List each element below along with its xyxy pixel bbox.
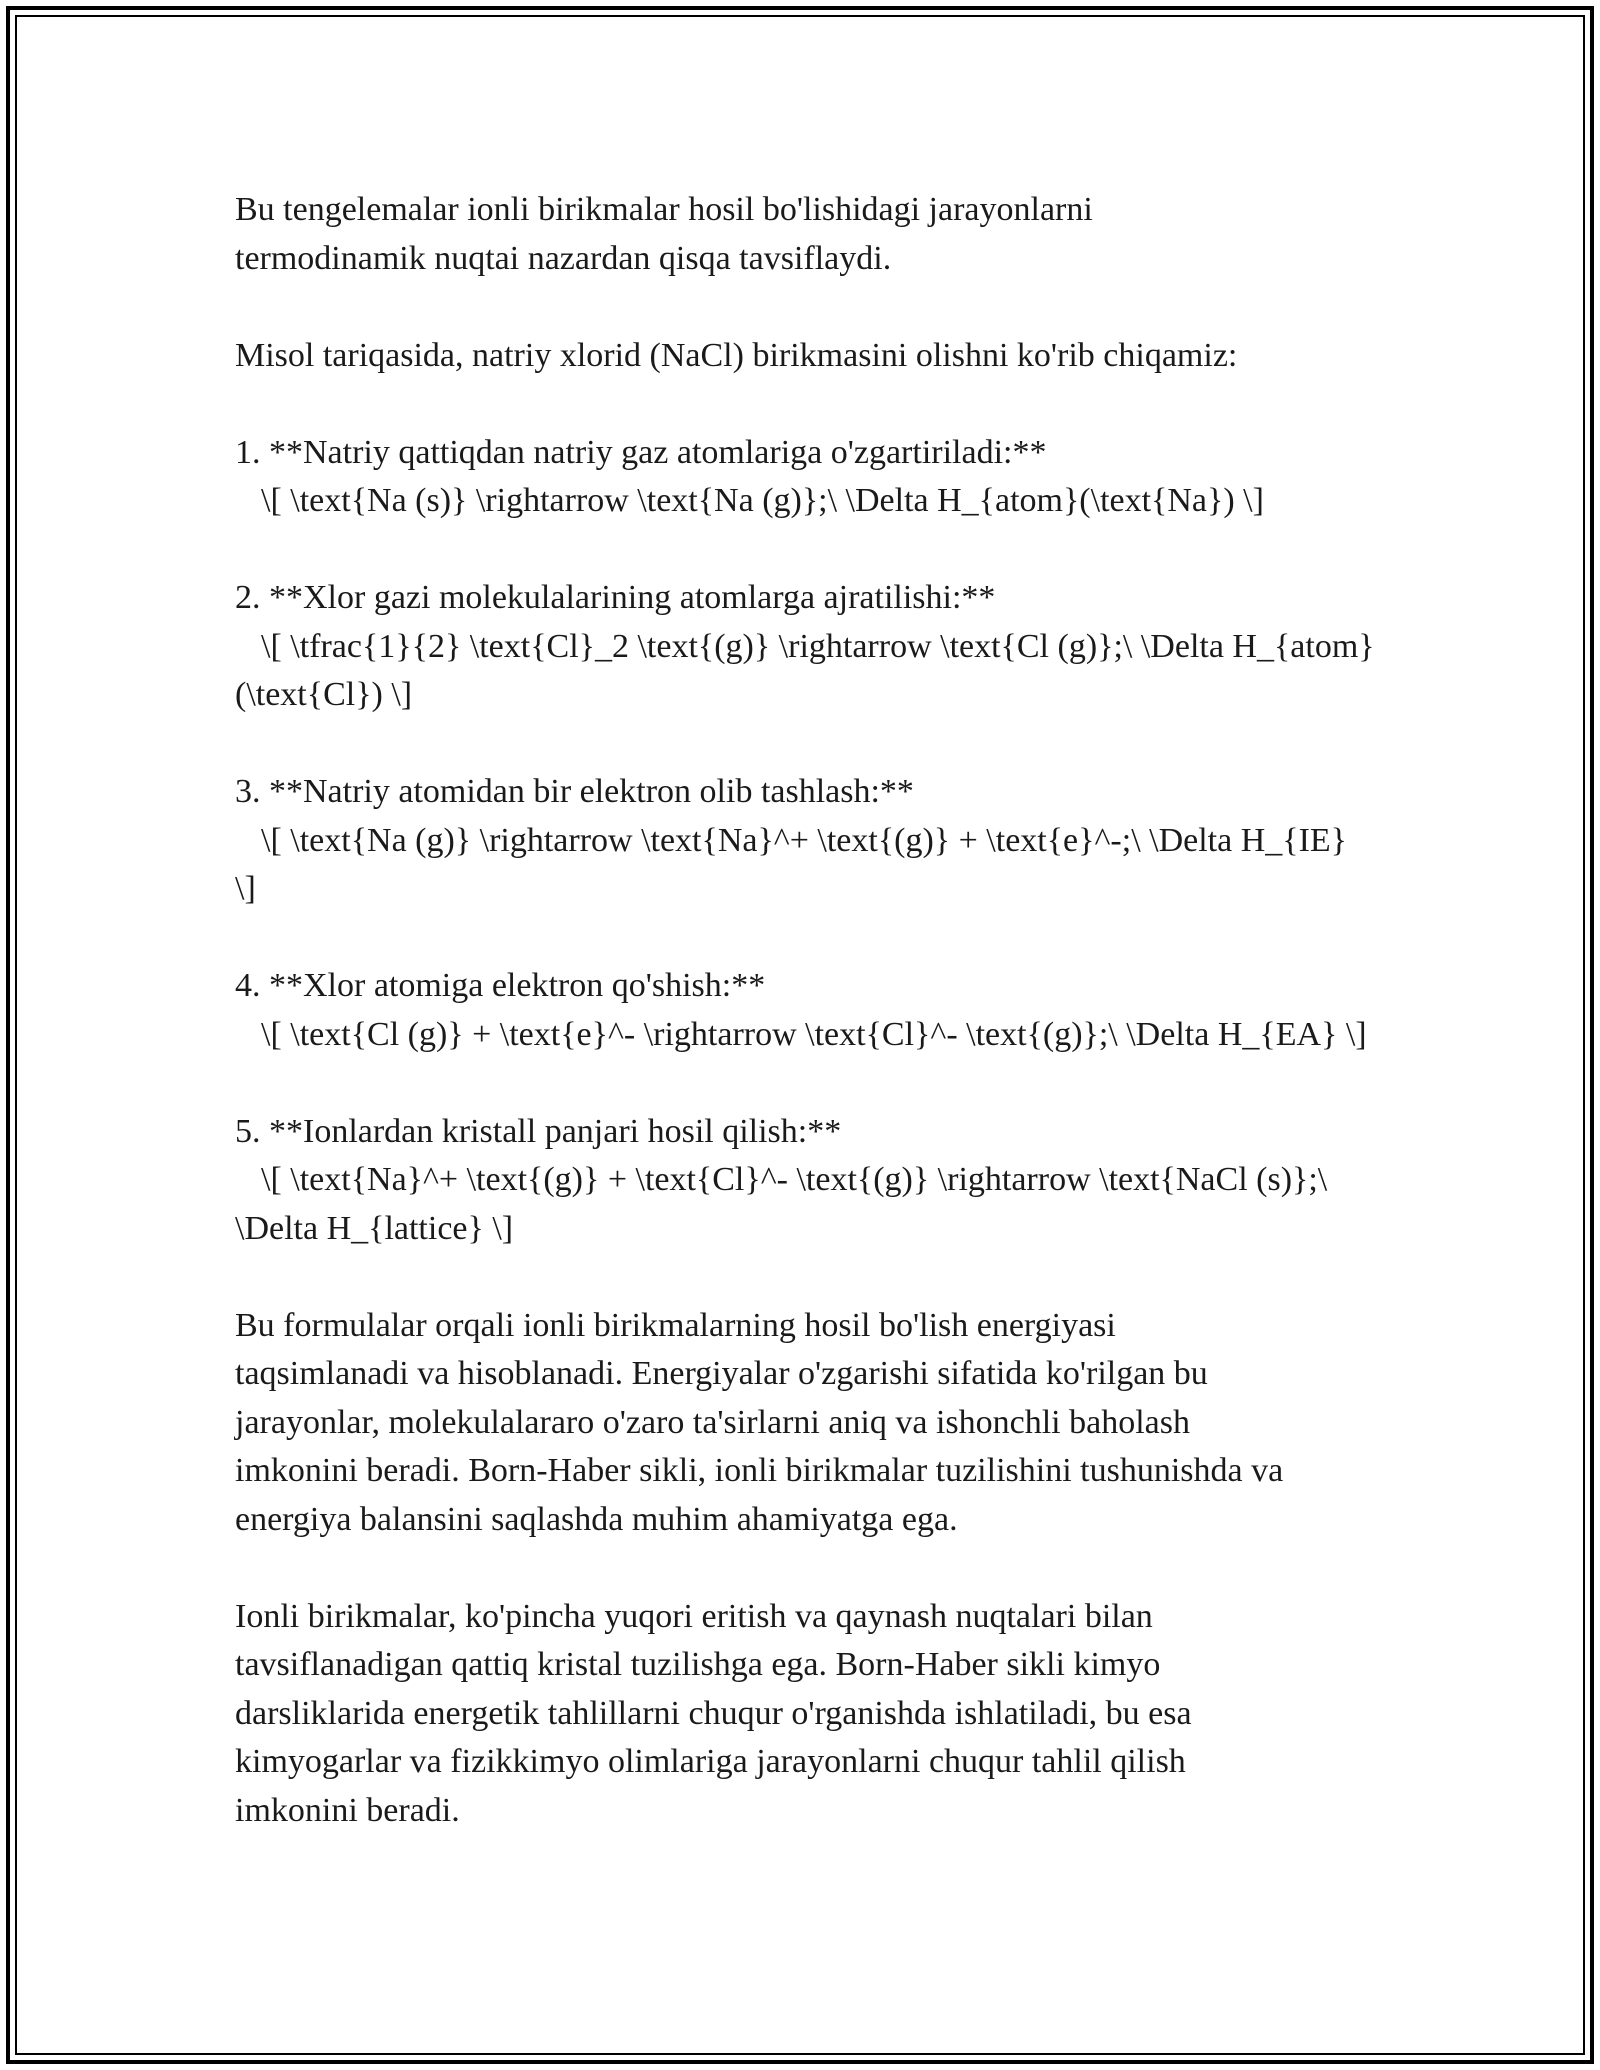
step-1-title: 1. **Natriy qattiqdan natriy gaz atomlariga o'zgartiriladi:**	[235, 433, 1047, 471]
step-4	[235, 962, 1375, 1059]
step-5-title: 5. **Ionlardan kristall panjari hosil qilish:**	[235, 1112, 842, 1150]
step-3-title: 3. **Natriy atomidan bir elektron olib tashlash:**	[235, 773, 914, 810]
step-3-formula: \[ \text{Na (g)} \rightarrow \text{Na}^+ \text{(g)} + \text{e}^-;\ \Delta H_{IE} \]	[235, 821, 1347, 907]
intro-paragraph: Bu tengelemalar ionli birikmalar hosil bo'lishidagi jarayonlarni termodinamik nuqtai nazardan qisqa tavsiflaydi.	[235, 191, 1093, 277]
summary-paragraph: Bu formulalar orqali ionli birikmalarning hosil bo'lish energiyasi taqsimlanadi va hisoblanadi. Energiyalar o'zgarishi sifatida ko'rilgan bu jarayonlar, molekulalararo o'zaro ta'sirlarni aniq va ishonchli baholash imkonini beradi. Born-Haber sikli, ionli birikmalar tuzilishini tushunishda va energiya balansini saqlashda muhim ahamiyatga ega.	[235, 1306, 1284, 1538]
step-4-formula: \[ \text{Cl (g)} + \text{e}^- \rightarrow \text{Cl}^- \text{(g)};\ \Delta H_{EA} \]	[261, 1015, 1367, 1053]
step-5	[235, 1108, 1375, 1254]
step-2-title: 2. **Xlor gazi molekulalarining atomlarga ajratilishi:**	[235, 579, 996, 616]
step-2-formula: \[ \tfrac{1}{2} \text{Cl}_2 \text{(g)} \rightarrow \text{Cl (g)};\ \Delta H_{atom}(\text{Cl}) \]	[235, 627, 1375, 713]
step-3	[235, 768, 1375, 914]
closing-paragraph: Ionli birikmalar, ko'pincha yuqori eritish va qaynash nuqtalari bilan tavsiflanadigan qattiq kristal tuzilishga ega. Born-Haber sikli kimyo darsliklarida energetik tahlillarni chuqur o'rganishda ishlatiladi, bu esa kimyogarlar va fizikkimyo olimlariga jarayonlarni chuqur tahlil qilish imkonini beradi.	[235, 1597, 1192, 1829]
document-body	[235, 186, 1375, 1884]
step-5-formula: \[ \text{Na}^+ \text{(g)} + \text{Cl}^- \text{(g)} \rightarrow \text{NaCl (s)};\ \Delta H_{lattice} \]	[235, 1161, 1328, 1247]
step-4-title: 4. **Xlor atomiga elektron qo'shish:**	[235, 967, 766, 1004]
step-1	[235, 429, 1375, 526]
example-intro-paragraph: Misol tariqasida, natriy xlorid (NaCl) birikmasini olishni ko'rib chiqamiz:	[235, 336, 1238, 374]
step-1-formula: \[ \text{Na (s)} \rightarrow \text{Na (g)};\ \Delta H_{atom}(\text{Na}) \]	[261, 482, 1264, 519]
step-2	[235, 574, 1375, 720]
